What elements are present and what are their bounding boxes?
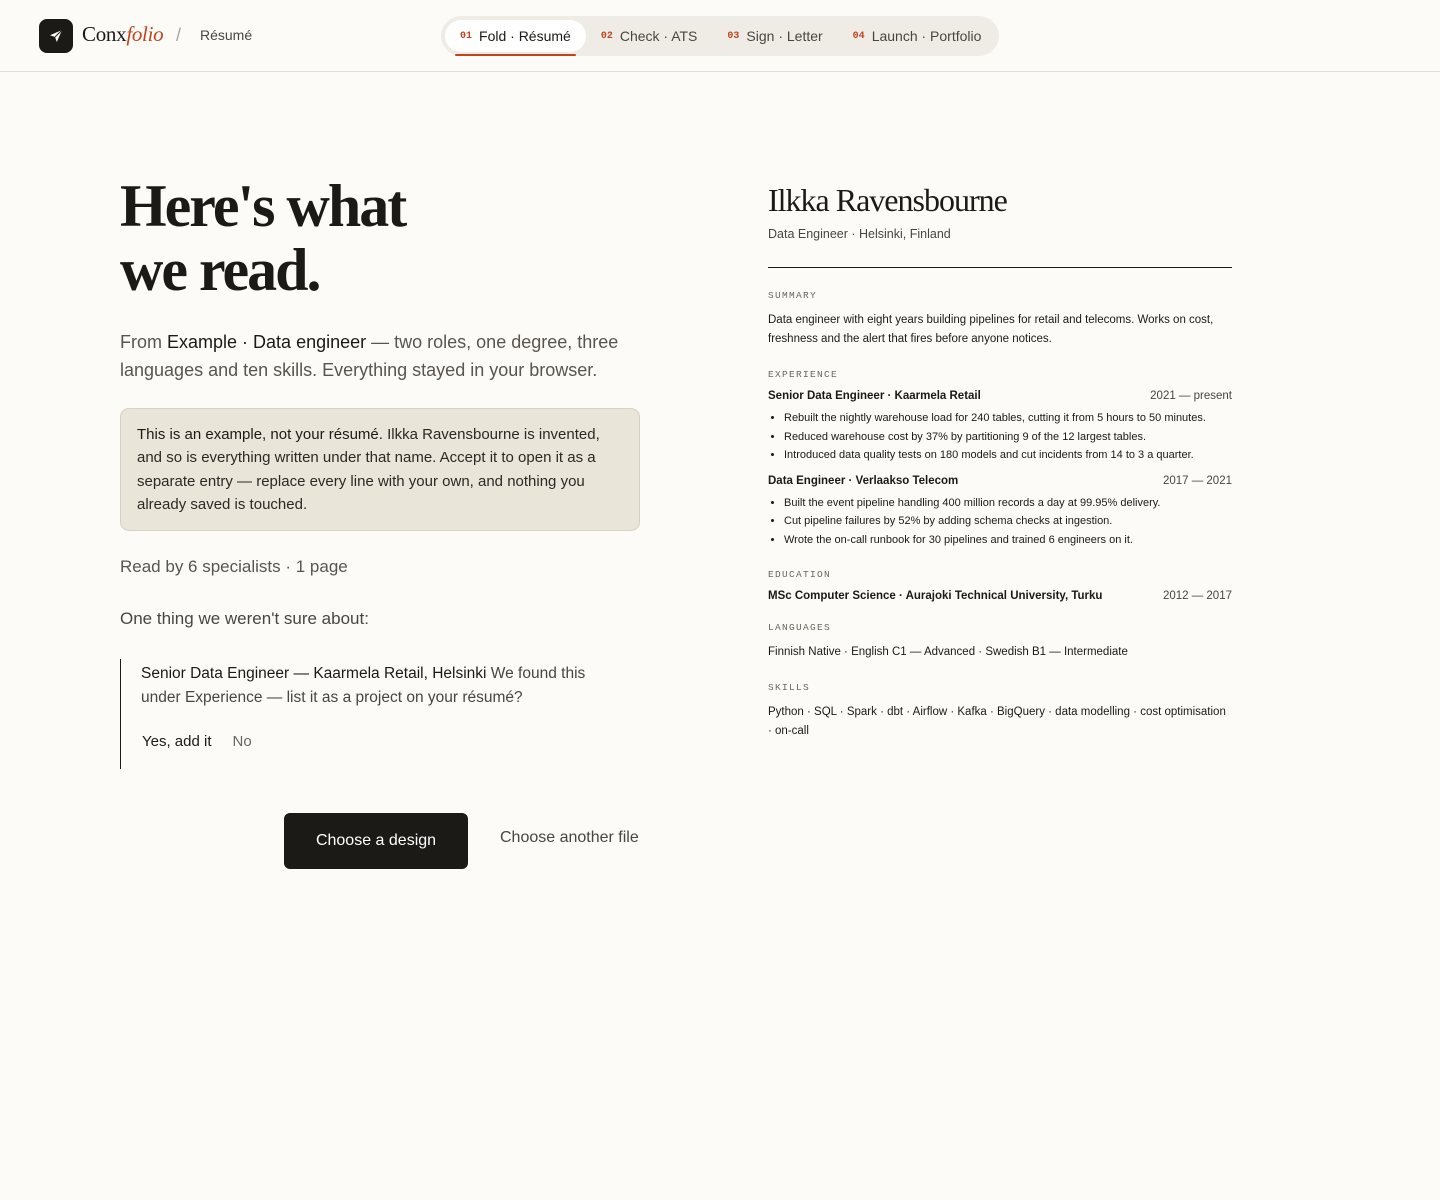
- question-text: [141, 659, 621, 710]
- brand-prefix: Conx: [82, 22, 127, 46]
- lede-rest: — two roles, one degree, three languages and ten skills. Everything stayed in your browser.: [120, 332, 619, 380]
- tab-sign-letter[interactable]: [712, 20, 837, 52]
- job-header: [768, 475, 1232, 487]
- resume-skills: Python · SQL · Spark · dbt · Airflow · Kafka · BigQuery · data modelling · cost optimisation · on-call: [768, 706, 1226, 737]
- breadcrumb-current: Résumé: [200, 27, 253, 43]
- lede-from: From: [120, 332, 162, 352]
- resume-preview: [768, 180, 1232, 741]
- step-number: 04: [852, 30, 865, 42]
- notice-text: Ilkka Ravensbourne is invented, and so is everything written under that name. Accept it to open it as a separate entry — replace every line with your own, and nothing you already saved is touched.: [137, 426, 600, 513]
- job-bullet: • Cut pipeline failures by 52% by adding schema checks at ingestion.: [784, 512, 1232, 531]
- job-dates: 2021 — present: [1150, 390, 1232, 402]
- clarification-question: [120, 659, 640, 769]
- step-number: 03: [727, 30, 740, 42]
- resume-title: Data Engineer · Helsinki, Finland: [768, 227, 951, 241]
- paper-plane-icon[interactable]: [39, 19, 73, 53]
- page-title-line-2: we read.: [120, 237, 320, 303]
- step-number: 02: [600, 30, 613, 42]
- job-role: Data Engineer · Verlaakso Telecom: [768, 474, 959, 487]
- step-tabs: [441, 16, 999, 56]
- job-role: Senior Data Engineer · Kaarmela Retail: [768, 390, 981, 402]
- resume-summary: Data engineer with eight years building pipelines for retail and telecoms. Works on cost, freshness and the alert that fires before anyone notices.: [768, 314, 1214, 345]
- step-label: Check · ATS: [619, 28, 698, 44]
- notice-lead: This is an example, not your résumé.: [137, 426, 383, 443]
- no-button[interactable]: No: [232, 733, 252, 750]
- job-bullet: • Rebuilt the nightly warehouse load for 240 tables, cutting it from 5 hours to 50 minutes.: [784, 409, 1232, 428]
- brand-logo[interactable]: [82, 22, 163, 47]
- tab-launch-portfolio[interactable]: [838, 20, 997, 52]
- source-name: Example · Data engineer: [167, 332, 367, 352]
- tab-check-ats[interactable]: [586, 20, 713, 52]
- job-bullet: • Reduced warehouse cost by 37% by partitioning 9 of the 12 largest tables.: [784, 428, 1232, 447]
- uncertainty-heading: One thing we weren't sure about:: [120, 609, 369, 628]
- step-label: Sign · Letter: [746, 28, 823, 44]
- education-entry: [768, 590, 1232, 602]
- step-label: Fold · Résumé: [479, 28, 571, 44]
- question-actions: [142, 733, 252, 750]
- section-heading-skills: SKILLS: [768, 682, 811, 693]
- job-bullet: • Built the event pipeline handling 400 million records a day at 99.95% delivery.: [784, 494, 1232, 513]
- question-body: We found this under Experience — list it as a project on your résumé?: [141, 665, 586, 706]
- step-label: Launch · Portfolio: [871, 28, 982, 44]
- example-notice: [120, 408, 640, 531]
- step-number: 01: [460, 30, 473, 42]
- tab-fold-resume[interactable]: [445, 20, 586, 52]
- choose-another-file-link[interactable]: Choose another file: [500, 829, 639, 846]
- section-heading-languages: LANGUAGES: [768, 622, 832, 633]
- resume-divider: [768, 267, 1232, 268]
- page-title-line-1: Here's what: [120, 173, 406, 239]
- yes-add-button[interactable]: Yes, add it: [142, 733, 212, 750]
- resume-languages: Finnish Native · English C1 — Advanced · Swedish B1 — Intermediate: [768, 646, 1128, 658]
- choose-design-button[interactable]: Choose a design: [284, 813, 468, 869]
- section-heading-summary: SUMMARY: [768, 290, 818, 301]
- job-dates: 2017 — 2021: [1162, 474, 1232, 487]
- job-header: [768, 390, 1232, 402]
- job-bullet: • Introduced data quality tests on 180 models and cut incidents from 14 to 3 a quarter.: [784, 446, 1232, 465]
- page-title: [120, 174, 540, 302]
- resume-name: Ilkka Ravensbourne: [768, 182, 1007, 218]
- top-bar: [0, 0, 1440, 72]
- job-bullets: [768, 494, 1232, 550]
- read-meta: Read by 6 specialists · 1 page: [120, 557, 348, 576]
- section-heading-experience: EXPERIENCE: [768, 369, 839, 380]
- section-heading-education: EDUCATION: [768, 569, 832, 580]
- job-bullets: [768, 409, 1232, 465]
- brand-suffix: folio: [126, 22, 164, 46]
- job-bullet: • Wrote the on-call runbook for 30 pipelines and trained 6 engineers on it.: [784, 531, 1232, 550]
- question-subject: Senior Data Engineer — Kaarmela Retail, Helsinki: [141, 665, 487, 682]
- education-dates: 2012 — 2017: [1162, 590, 1232, 602]
- education-degree: MSc Computer Science · Aurajoki Technical University, Turku: [768, 590, 1103, 602]
- import-summary: [120, 328, 640, 384]
- breadcrumb-separator: /: [176, 25, 182, 45]
